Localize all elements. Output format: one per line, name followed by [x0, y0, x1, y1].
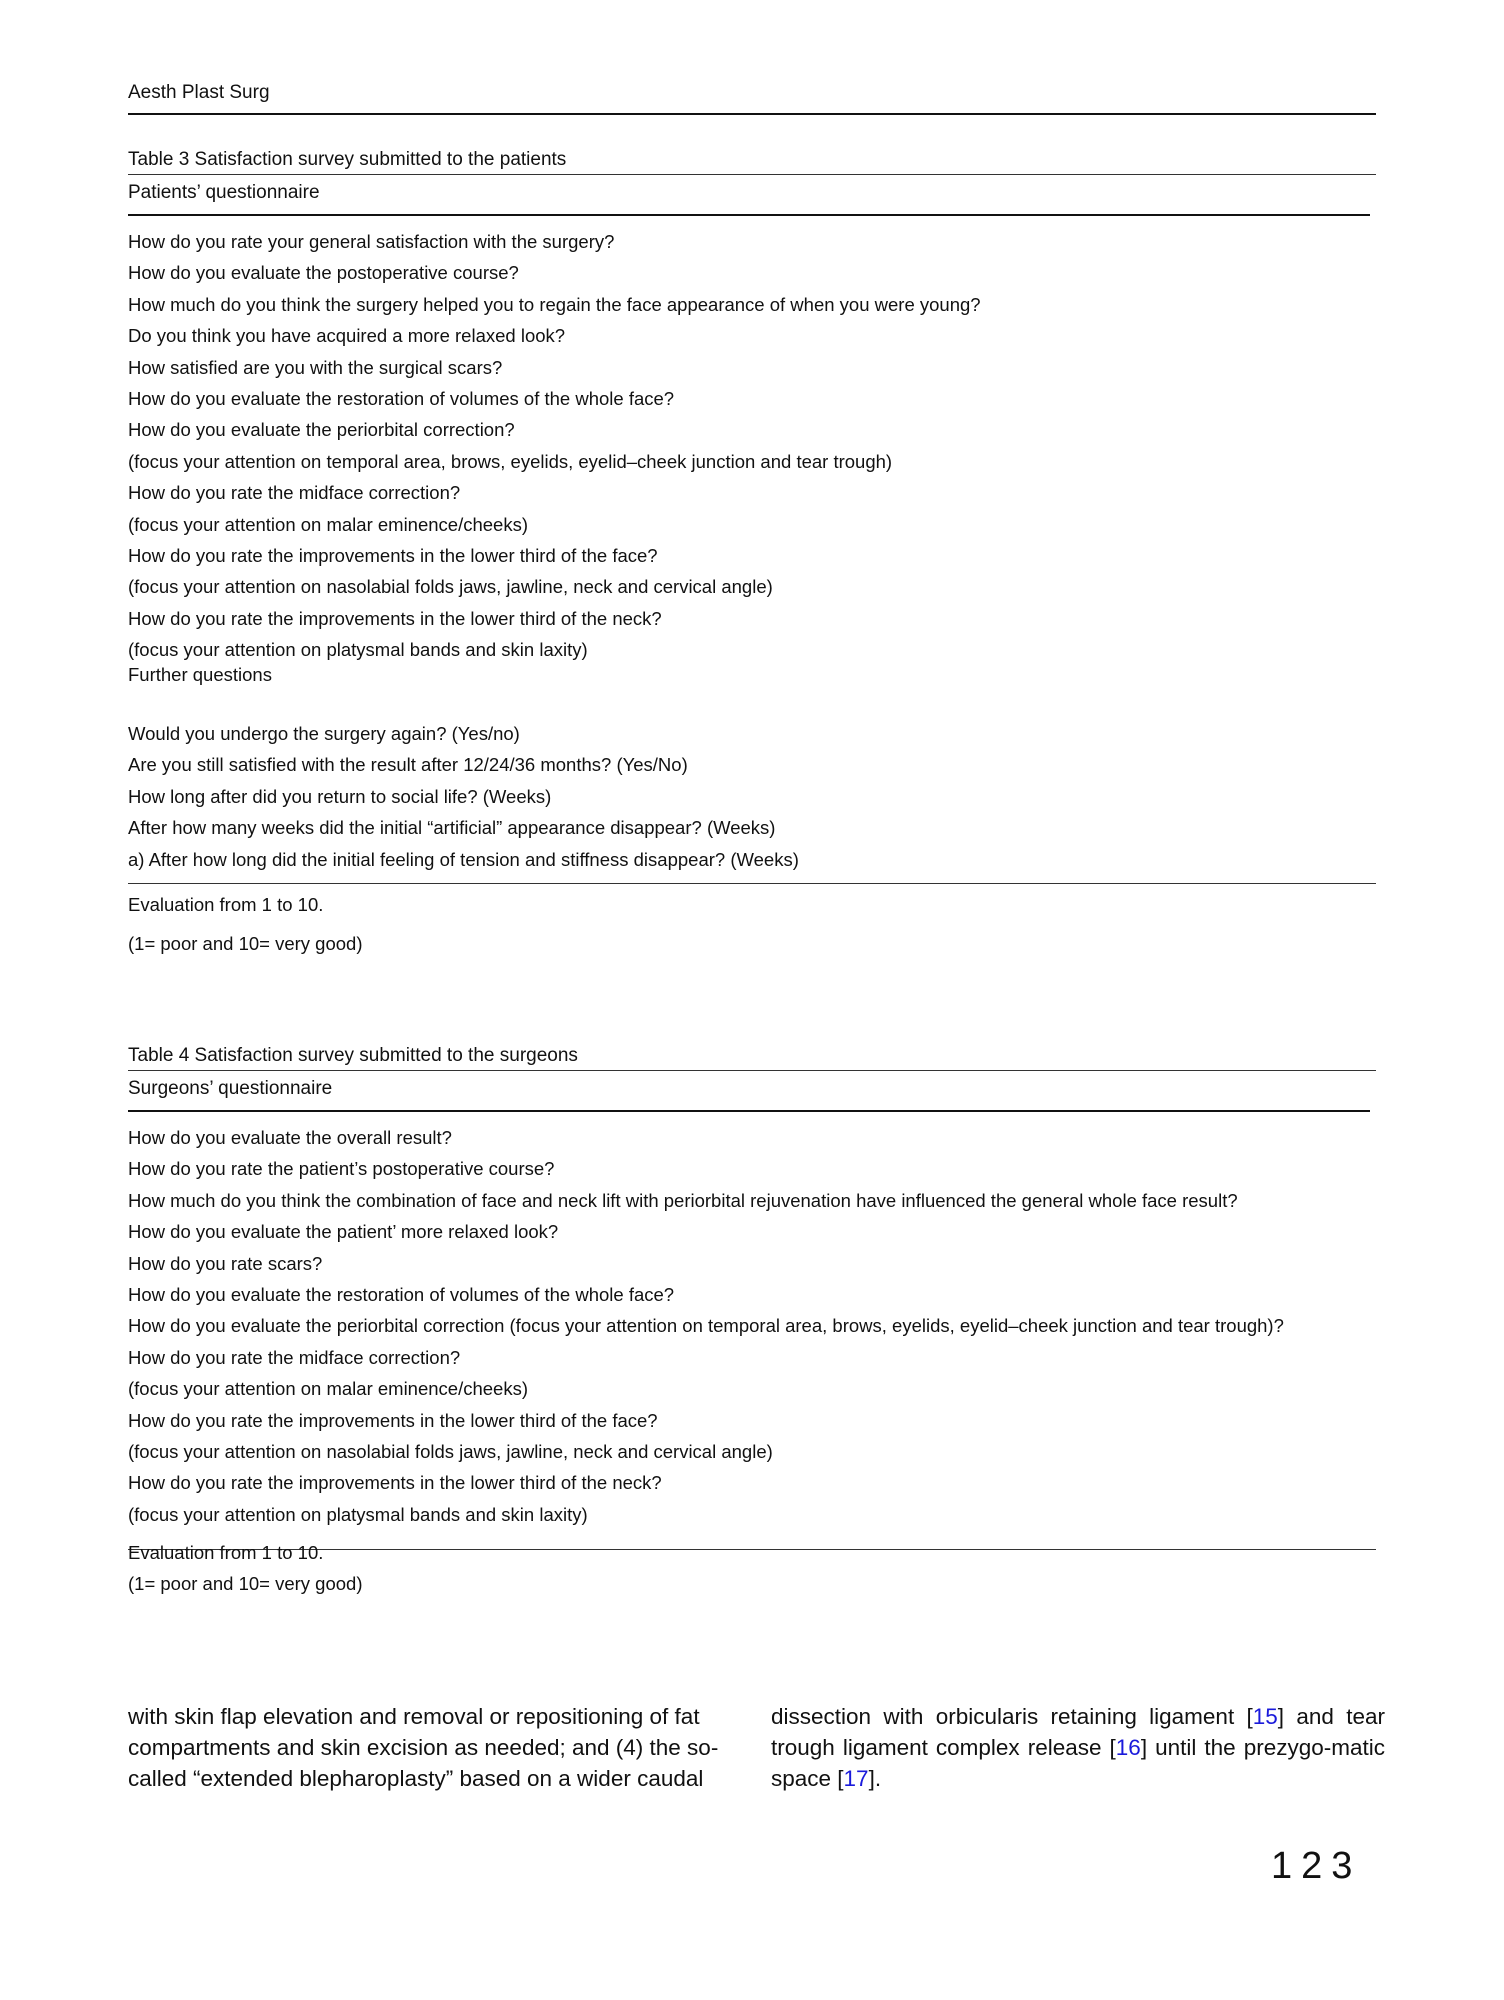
table-row: How long after did you return to social life? (Weeks) [128, 785, 552, 807]
body-line: with skin flap elevation and removal or repositioning of fat [128, 1704, 700, 1729]
table-row: (focus your attention on malar eminence/cheeks) [128, 513, 529, 535]
table-row: How do you rate your general satisfaction with the surgery? [128, 231, 615, 252]
table-row: a) After how long did the initial feeling of tension and stiffness disappear? (Weeks) [128, 848, 799, 870]
body-column-right [771, 1701, 1385, 1794]
body-text: ]. [868, 1766, 882, 1791]
header-rule [128, 113, 1376, 115]
page-number: 123 [1271, 1845, 1362, 1887]
table-row: How do you rate the midface correction? [128, 1346, 461, 1368]
body-line: called “extended blepharoplasty” based on a wider caudal [128, 1766, 704, 1791]
table-3-further-rows [128, 718, 799, 875]
table-row: How do you evaluate the periorbital correction? [128, 419, 515, 441]
table-3-rows [128, 216, 1376, 665]
table-row: How do you rate scars? [128, 1252, 323, 1274]
table-row: How do you rate the midface correction? [128, 482, 461, 504]
journal-name: Aesth Plast Surg [128, 82, 270, 103]
table-4 [128, 1044, 1376, 1530]
citation-link[interactable]: 17 [843, 1766, 869, 1791]
table-4-heading: Surgeons’ questionnaire [128, 1078, 333, 1099]
table-3-footnote-scale: (1= poor and 10= very good) [128, 933, 363, 954]
table-row: How do you rate the improvements in the lower third of the neck? [128, 607, 662, 629]
table-4-footnote: Evaluation from 1 to 10. [128, 1542, 324, 1563]
table-row: Do you think you have acquired a more relaxed look? [128, 325, 566, 347]
table-row: (focus your attention on malar eminence/cheeks) [128, 1378, 529, 1400]
table-3-footnote: Evaluation from 1 to 10. [128, 894, 324, 915]
table-row: How do you rate the improvements in the lower third of the neck? [128, 1472, 662, 1494]
table-row: How do you rate the patient’s postoperative course? [128, 1158, 555, 1180]
table-row: Would you undergo the surgery again? (Yes/no) [128, 723, 520, 744]
table-row: How do you evaluate the periorbital correction (focus your attention on temporal area, brows, eyelids, eyelid–cheek junction and tear trough)? [128, 1315, 1284, 1337]
table-row: (focus your attention on nasolabial folds jaws, jawline, neck and cervical angle) [128, 576, 773, 598]
table-row: How much do you think the surgery helped you to regain the face appearance of when you were young? [128, 293, 981, 315]
body-text: dissection with orbicularis retaining ligament [ [771, 1704, 1253, 1729]
table-row: (focus your attention on nasolabial folds jaws, jawline, neck and cervical angle) [128, 1440, 773, 1462]
table-3-heading: Patients’ questionnaire [128, 182, 320, 203]
table-3-caption: Table 3 Satisfaction survey submitted to the patients [128, 149, 567, 170]
table-row: How do you evaluate the restoration of volumes of the whole face? [128, 387, 675, 409]
table-row: How do you evaluate the restoration of volumes of the whole face? [128, 1283, 675, 1305]
body-line: compartments and skin excision as needed; and (4) the so- [128, 1735, 719, 1760]
table-3 [128, 148, 1376, 665]
citation-link[interactable]: 16 [1115, 1735, 1141, 1760]
table-row: How do you evaluate the patient’ more relaxed look? [128, 1221, 559, 1243]
table-3-further-heading: Further questions [128, 664, 272, 685]
table-4-rows [128, 1112, 1376, 1530]
table-4-caption: Table 4 Satisfaction survey submitted to the surgeons [128, 1045, 578, 1066]
table-row: How do you evaluate the overall result? [128, 1127, 452, 1148]
table-4-footnote-scale: (1= poor and 10= very good) [128, 1573, 363, 1594]
table-row: (focus your attention on temporal area, brows, eyelids, eyelid–cheek junction and tear trough) [128, 450, 893, 472]
citation-link[interactable]: 15 [1252, 1704, 1278, 1729]
table-row: How much do you think the combination of face and neck lift with periorbital rejuvenation have influenced the general whole face result? [128, 1189, 1238, 1211]
table-row: (focus your attention on platysmal bands and skin laxity) [128, 639, 588, 661]
table-row: How satisfied are you with the surgical scars? [128, 356, 503, 378]
table-row: How do you rate the improvements in the lower third of the face? [128, 1409, 658, 1431]
table-row: (focus your attention on platysmal bands and skin laxity) [128, 1503, 588, 1525]
table-row: After how many weeks did the initial “artificial” appearance disappear? (Weeks) [128, 817, 776, 839]
body-text: ] and tear trough ligament complex release [ [771, 1704, 1385, 1760]
body-text: ] until the prezygo-matic space [ [771, 1735, 1385, 1791]
body-column-left [128, 1701, 742, 1794]
table-row: How do you rate the improvements in the lower third of the face? [128, 544, 658, 566]
table-row: Are you still satisfied with the result after 12/24/36 months? (Yes/No) [128, 754, 688, 776]
table-3-bottom-rule [128, 883, 1376, 884]
table-row: How do you evaluate the postoperative course? [128, 262, 519, 284]
